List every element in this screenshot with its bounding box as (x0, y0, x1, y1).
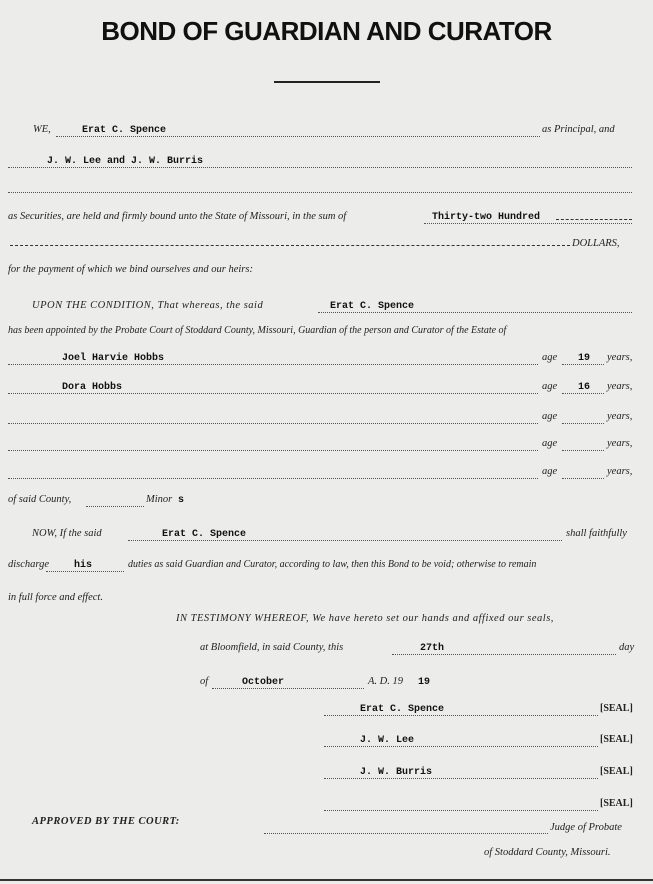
age-label: age (542, 381, 558, 392)
age-blank (562, 450, 604, 451)
signature-row-3 (0, 766, 653, 786)
force-text: in full force and effect. (8, 592, 103, 603)
approved-text: APPROVED BY THE COURT: (32, 816, 180, 827)
day-label: day (619, 642, 635, 653)
principal-name: Erat C. Spence (82, 125, 167, 136)
of-label: of (200, 676, 209, 687)
age-label: age (542, 438, 558, 449)
condition-line (0, 300, 653, 320)
blank-line (0, 180, 653, 200)
signature-row-4 (0, 798, 653, 818)
sureties-line (0, 155, 653, 175)
discharge-text: duties as said Guardian and Curator, according to law, then this Bond to be void; otherwise to remain (128, 559, 537, 570)
appointed-line (0, 325, 653, 345)
minor-plural: s (178, 495, 185, 506)
age-blank (562, 478, 604, 479)
condition-blank (318, 312, 632, 313)
now-line (0, 528, 653, 548)
we-label: WE, (33, 124, 51, 135)
minor-age: 19 (578, 353, 591, 364)
document-title: BOND OF GUARDIAN AND CURATOR (101, 16, 552, 46)
signature-blank (324, 778, 598, 779)
testimony-line (0, 613, 653, 633)
month-blank (212, 688, 364, 689)
years-label: years, (607, 381, 633, 392)
years-label: years, (607, 438, 633, 449)
testimony-text: IN TESTIMONY WHEREOF, We have hereto set our hands and affixed our seals, (176, 613, 554, 624)
appointed-text: has been appointed by the Probate Court of Stoddard County, Missouri, Guardian of the person and Curator of the Estate of (8, 325, 507, 336)
pronoun-blank (46, 571, 124, 572)
principal-line (0, 124, 653, 144)
county-blank (86, 506, 144, 507)
now-name: Erat C. Spence (162, 529, 247, 540)
minor-name-blank (8, 478, 538, 479)
place-text: at Bloomfield, in said County, this (200, 642, 344, 653)
signature-row-2 (0, 734, 653, 754)
signature-name: J. W. Lee (360, 735, 415, 746)
now-blank (128, 540, 562, 541)
judge-blank (264, 833, 548, 834)
years-label: years, (607, 466, 633, 477)
minor-name-blank (8, 423, 538, 424)
year-value: 19 (418, 677, 431, 688)
years-label: years, (607, 352, 633, 363)
amount-words: Thirty-two Hundred (432, 212, 541, 223)
discharge-pronoun: his (74, 560, 93, 571)
seal-label: [SEAL] (600, 798, 633, 809)
now-suffix: shall faithfully (566, 528, 627, 539)
age-label: age (542, 411, 558, 422)
minor-name: Joel Harvie Hobbs (62, 353, 165, 364)
amount-blank (424, 223, 632, 224)
payment-text: for the payment of which we bind ourselves and our heirs: (8, 264, 253, 275)
principal-suffix: as Principal, and (542, 124, 615, 135)
empty-blank (8, 192, 632, 193)
signature-blank (324, 810, 598, 811)
day-blank (392, 654, 616, 655)
age-label: age (542, 466, 558, 477)
minor-name-blank (8, 364, 538, 365)
judge-label: Judge of Probate (550, 822, 622, 833)
age-blank (562, 393, 604, 394)
signature-name: J. W. Burris (360, 767, 433, 778)
title-rule (274, 81, 380, 83)
force-line (0, 592, 653, 612)
now-text: NOW, If the said (32, 528, 102, 539)
county-line (0, 494, 653, 514)
dollars-dash-fill (10, 245, 570, 246)
sureties-names: J. W. Lee and J. W. Burris (47, 156, 204, 167)
securities-text: as Securities, are held and firmly bound unto the State of Missouri, in the sum of (8, 211, 347, 222)
date-line (0, 676, 653, 696)
minor-row-2 (0, 381, 653, 401)
signature-row-1 (0, 703, 653, 723)
age-blank (562, 364, 604, 365)
day-value: 27th (420, 643, 445, 654)
condition-text: UPON THE CONDITION, That whereas, the said (32, 300, 264, 311)
age-label: age (542, 352, 558, 363)
minor-row-1 (0, 352, 653, 372)
court-county-text: of Stoddard County, Missouri. (484, 847, 611, 858)
approved-line (0, 816, 653, 836)
dollars-line (0, 238, 653, 258)
discharge-line (0, 559, 653, 579)
principal-blank (56, 136, 540, 137)
sureties-blank (8, 167, 632, 168)
minor-label: Minor (146, 494, 173, 505)
bottom-rule (0, 879, 653, 881)
minor-name: Dora Hobbs (62, 382, 123, 393)
ad-label: A. D. 19 (368, 676, 403, 687)
month-value: October (242, 677, 285, 688)
minor-row-4 (0, 438, 653, 458)
age-blank (562, 423, 604, 424)
seal-label: [SEAL] (600, 703, 633, 714)
minor-age: 16 (578, 382, 591, 393)
place-line (0, 642, 653, 662)
amount-dash-fill (556, 219, 632, 220)
signature-name: Erat C. Spence (360, 704, 445, 715)
county-text: of said County, (8, 494, 72, 505)
minor-name-blank (8, 393, 538, 394)
securities-line (0, 211, 653, 231)
signature-blank (324, 715, 598, 716)
condition-name: Erat C. Spence (330, 301, 415, 312)
signature-blank (324, 746, 598, 747)
seal-label: [SEAL] (600, 734, 633, 745)
years-label: years, (607, 411, 633, 422)
minor-row-3 (0, 411, 653, 431)
payment-line (0, 264, 653, 284)
discharge-label: discharge (8, 559, 50, 570)
minor-row-5 (0, 466, 653, 486)
seal-label: [SEAL] (600, 766, 633, 777)
court-county-line (0, 847, 653, 867)
minor-name-blank (8, 450, 538, 451)
dollars-label: DOLLARS, (572, 238, 620, 249)
